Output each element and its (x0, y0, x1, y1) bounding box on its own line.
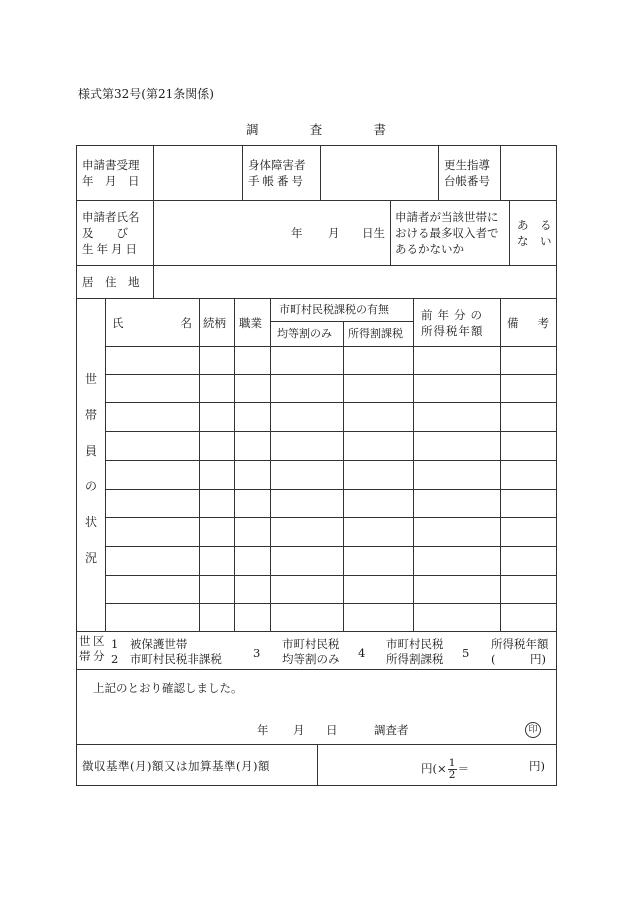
label-char: 分 (93, 649, 105, 663)
document-title (246, 120, 386, 138)
confirm-month-label: 月 (293, 723, 305, 737)
side-label-char: 世 (84, 372, 97, 386)
column-header-income-levy: 所得割課税 (348, 327, 403, 340)
form-number: 様式第32号(第21条関係) (78, 87, 214, 101)
class-item-4-line: 市町村民税 (386, 637, 444, 651)
class-item-2[interactable]: 2 市町村民税非課税 (111, 652, 222, 666)
class-item-4-number: 4 (358, 646, 366, 660)
column-header-relation: 続柄 (203, 316, 226, 330)
birth-day-suffix: 日生 (362, 226, 385, 240)
max-income-question-line2: おける最多収入者で (395, 226, 499, 240)
column-header-name (112, 315, 192, 331)
disability-book-number-field[interactable] (321, 146, 438, 200)
class-item-3-line: 均等割のみ (282, 652, 340, 666)
collection-amount-formula (421, 758, 469, 781)
max-income-question-line3: あるかないか (395, 242, 464, 256)
title-char: 調 (246, 122, 259, 137)
applicant-label-line2: 及 び (82, 226, 128, 240)
yen-prefix: 円(× (421, 761, 447, 776)
class-item-3[interactable] (282, 637, 340, 667)
fraction-numerator: 1 (448, 757, 456, 769)
equals-sign: ＝ (457, 761, 470, 776)
side-label-char: 況 (84, 550, 97, 565)
side-label-char: の (84, 479, 97, 494)
applicant-name-birthdate-field[interactable] (154, 201, 390, 265)
column-header-occupation: 職業 (239, 316, 262, 330)
one-half-fraction (448, 758, 457, 781)
rehab-register-label-line2: 台帳番号 (444, 174, 490, 188)
label-char: 区 (93, 634, 105, 648)
label-char: 世 (79, 634, 91, 648)
yen-suffix: 円) (529, 759, 545, 773)
receipt-date-label-line2: 年 月 日 (82, 174, 140, 188)
class-item-5-line: 所得税年額 (491, 637, 549, 651)
class-item-1[interactable]: 1 被保護世帯 (111, 637, 188, 651)
class-item-3-line: 市町村民税 (282, 637, 340, 651)
seal-mark: 印 (525, 722, 541, 738)
column-header-equal-only: 均等割のみ (277, 327, 332, 340)
name-header-char: 名 (180, 316, 192, 330)
class-item-3-number: 3 (253, 646, 261, 660)
column-header-remarks (507, 315, 549, 331)
side-label-char: 帯 (84, 407, 97, 422)
column-header-prev-income-tax-line1: 前年分の (421, 308, 487, 322)
class-item-4[interactable] (386, 637, 444, 667)
fraction-denominator: 2 (448, 769, 456, 781)
column-header-prev-income-tax-line2: 所得税年額 (421, 324, 484, 338)
title-char: 査 (309, 122, 323, 137)
disability-book-label-line2: 手帳番号 (248, 174, 306, 188)
label-char: 帯 (79, 649, 91, 663)
class-item-5-number: 5 (462, 646, 470, 660)
class-item-5[interactable] (491, 637, 549, 667)
rehab-register-label-line1: 更生指導 (444, 158, 490, 172)
receipt-date-field[interactable] (154, 146, 242, 200)
remarks-header-char: 備 (507, 316, 519, 330)
address-field[interactable] (154, 266, 556, 298)
address-label: 居 住 地 (82, 275, 140, 289)
remarks-header-char: 考 (537, 316, 549, 330)
household-status-label (80, 370, 102, 566)
applicant-label-line1: 申請者氏名 (82, 210, 140, 224)
birth-month-suffix: 月 (328, 226, 340, 240)
confirm-year-label: 年 (257, 723, 269, 737)
side-label-char: 状 (84, 515, 97, 530)
column-header-tax-status: 市町村民税課税の有無 (279, 303, 389, 316)
confirm-day-label: 日 (326, 723, 338, 737)
confirmation-text: 上記のとおり確認しました。 (93, 681, 243, 695)
class-item-5-line: ( 円) (491, 652, 546, 666)
class-item-4-line: 所得割課税 (386, 652, 444, 666)
title-char: 書 (373, 122, 386, 137)
birth-year-suffix: 年 (291, 226, 303, 240)
collection-standard-label: 徴収基準(月)額又は加算基準(月)額 (82, 759, 270, 773)
answer-option-no[interactable]: な い (517, 234, 552, 248)
classification-label-right (93, 634, 105, 664)
applicant-label-line3: 生年月日 (82, 242, 140, 256)
receipt-date-label-line1: 申請書受理 (82, 158, 140, 172)
answer-option-yes[interactable]: あ る (517, 218, 552, 232)
household-member-rows[interactable] (106, 347, 556, 631)
disability-book-label-line1: 身体障害者 (248, 158, 306, 172)
surveyor-label: 調査者 (374, 723, 409, 737)
name-header-char: 氏 (112, 316, 124, 330)
classification-label-left (79, 634, 91, 664)
rehab-register-number-field[interactable] (501, 146, 556, 200)
max-income-question-line1: 申請者が当該世帯に (395, 210, 499, 224)
side-label-char: 員 (84, 443, 97, 458)
